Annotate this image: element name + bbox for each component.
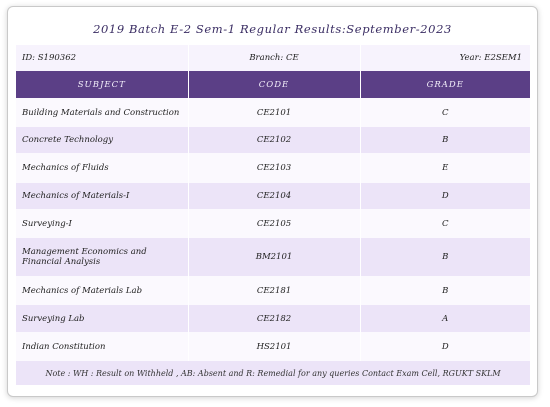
cell-subject: Mechanics of Materials-I xyxy=(16,183,188,209)
table-row xyxy=(16,209,530,238)
cell-grade: B xyxy=(360,238,530,276)
cell-code: HS2101 xyxy=(188,332,360,361)
student-id: ID: S190362 xyxy=(16,45,188,71)
cell-code: BM2101 xyxy=(188,238,360,276)
results-body xyxy=(16,98,530,361)
cell-subject: Surveying Lab xyxy=(16,305,188,332)
cell-code: CE2182 xyxy=(188,305,360,332)
header-subject: SUBJECT xyxy=(16,71,188,98)
cell-code: CE2102 xyxy=(188,127,360,153)
cell-grade: C xyxy=(360,209,530,238)
cell-subject: Mechanics of Fluids xyxy=(16,153,188,183)
table-row xyxy=(16,98,530,127)
cell-subject: Indian Constitution xyxy=(16,332,188,361)
student-branch: Branch: CE xyxy=(188,45,360,71)
cell-subject: Concrete Technology xyxy=(16,127,188,153)
cell-grade: C xyxy=(360,98,530,127)
table-row xyxy=(16,332,530,361)
table-row xyxy=(16,183,530,209)
cell-grade: D xyxy=(360,183,530,209)
cell-code: CE2105 xyxy=(188,209,360,238)
table-header-row xyxy=(16,71,530,98)
note-row xyxy=(16,361,530,385)
header-code: CODE xyxy=(188,71,360,98)
cell-code: CE2103 xyxy=(188,153,360,183)
cell-grade: B xyxy=(360,127,530,153)
cell-subject: Mechanics of Materials Lab xyxy=(16,276,188,305)
table-row xyxy=(16,276,530,305)
cell-subject: Building Materials and Construction xyxy=(16,98,188,127)
results-card xyxy=(7,6,538,397)
table-row xyxy=(16,127,530,153)
results-table xyxy=(16,45,530,385)
table-row xyxy=(16,305,530,332)
results-note: Note : WH : Result on Withheld , AB: Absent and R: Remedial for any queries Contact Exam Cell, RGUKT SKLM xyxy=(16,361,530,385)
student-info-row xyxy=(16,45,530,71)
cell-code: CE2104 xyxy=(188,183,360,209)
student-year: Year: E2SEM1 xyxy=(360,45,530,71)
cell-grade: D xyxy=(360,332,530,361)
header-grade: GRADE xyxy=(360,71,530,98)
table-row xyxy=(16,153,530,183)
cell-code: CE2101 xyxy=(188,98,360,127)
cell-grade: B xyxy=(360,276,530,305)
cell-grade: A xyxy=(360,305,530,332)
results-title: 2019 Batch E-2 Sem-1 Regular Results:September-2023 xyxy=(93,22,452,36)
cell-grade: E xyxy=(360,153,530,183)
table-row xyxy=(16,238,530,276)
cell-subject: Management Economics and Financial Analysis xyxy=(16,238,188,276)
cell-subject: Surveying-I xyxy=(16,209,188,238)
cell-code: CE2181 xyxy=(188,276,360,305)
